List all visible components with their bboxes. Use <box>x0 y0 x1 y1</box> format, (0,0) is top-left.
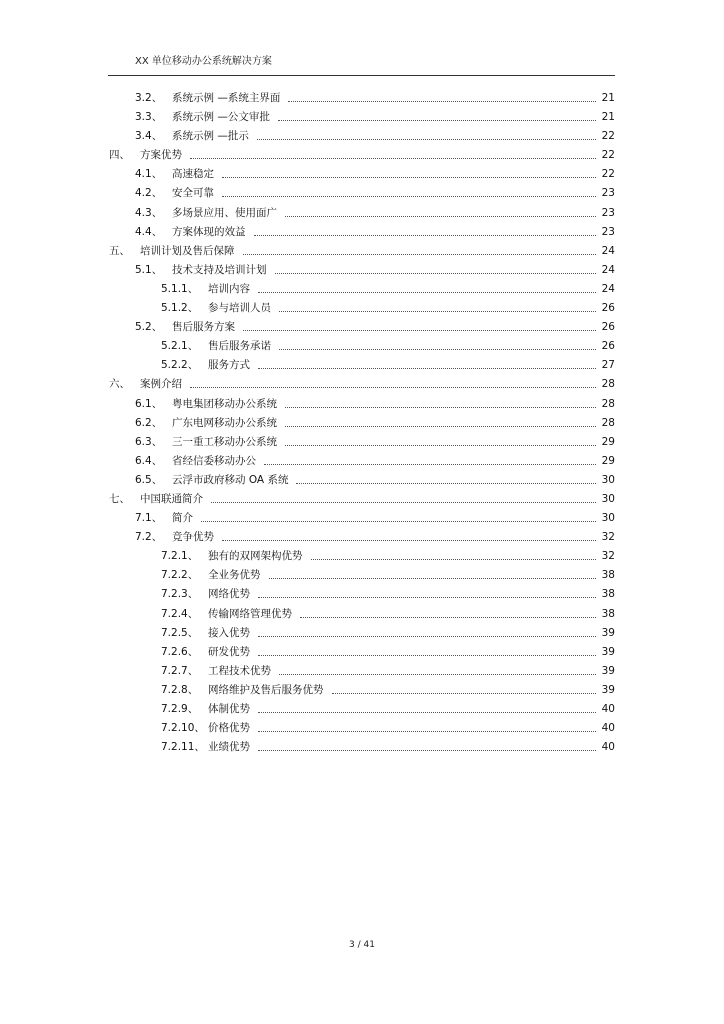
toc-dot-leader <box>279 311 596 312</box>
toc-entry-page: 29 <box>601 454 615 467</box>
toc-entry[interactable] <box>0 471 724 490</box>
toc-entry-number: 7.2.4、 <box>161 607 199 620</box>
toc-entry-number: 6.3、 <box>135 435 163 448</box>
toc-dot-leader <box>211 502 596 503</box>
toc-entry[interactable] <box>0 127 724 146</box>
toc-entry-title: 体制优势 <box>208 703 250 715</box>
toc-entry-number: 六、 <box>109 378 130 391</box>
toc-entry-page: 38 <box>601 588 615 601</box>
toc-dot-leader <box>222 177 596 178</box>
toc-entry-page: 22 <box>601 149 615 162</box>
toc-entry-page: 21 <box>601 92 615 104</box>
toc-entry-number: 5.1.2、 <box>161 302 199 315</box>
toc-dot-leader <box>285 216 596 217</box>
toc-entry-page: 40 <box>601 703 615 715</box>
toc-entry[interactable] <box>0 146 724 165</box>
toc-entry-number: 4.3、 <box>135 206 163 219</box>
toc-dot-leader <box>311 559 596 560</box>
toc-entry-number: 7.2.3、 <box>161 588 199 601</box>
toc-entry[interactable] <box>0 547 724 566</box>
toc-entry-number: 3.3、 <box>135 111 163 124</box>
toc-entry[interactable] <box>0 375 724 394</box>
toc-entry-number: 5.2.1、 <box>161 340 199 353</box>
toc-entry[interactable] <box>0 643 724 662</box>
toc-entry[interactable] <box>0 223 724 242</box>
toc-entry[interactable] <box>0 566 724 585</box>
toc-dot-leader <box>258 636 596 637</box>
toc-entry-title: 网络优势 <box>208 588 250 601</box>
toc-entry-page: 39 <box>601 645 615 658</box>
toc-dot-leader <box>279 349 596 350</box>
toc-entry-page: 26 <box>601 321 615 334</box>
toc-entry[interactable] <box>0 490 724 509</box>
toc-dot-leader <box>258 368 596 369</box>
toc-entry-number: 4.1、 <box>135 168 163 181</box>
toc-entry-title: 价格优势 <box>208 722 250 735</box>
toc-entry[interactable] <box>0 433 724 452</box>
toc-entry-number: 7.2.11、 <box>161 741 205 754</box>
toc-entry-number: 3.4、 <box>135 130 163 143</box>
toc-entry[interactable] <box>0 528 724 547</box>
toc-dot-leader <box>332 693 596 694</box>
toc-dot-leader <box>254 235 596 236</box>
toc-entry-page: 24 <box>601 244 615 257</box>
toc-entry-title: 系统示例 —批示 <box>172 130 249 143</box>
toc-entry[interactable] <box>0 662 724 681</box>
toc-entry-number: 七、 <box>109 492 130 505</box>
toc-entry-title: 竞争优势 <box>172 531 214 544</box>
toc-entry-number: 四、 <box>109 149 130 162</box>
toc-dot-leader <box>285 407 596 408</box>
toc-entry-number: 5.1.1、 <box>161 282 199 295</box>
toc-entry-page: 28 <box>601 397 615 410</box>
toc-entry-page: 23 <box>601 187 615 200</box>
toc-entry-title: 省经信委移动办公 <box>172 454 256 467</box>
toc-entry-number: 4.2、 <box>135 187 163 200</box>
toc-entry-number: 6.1、 <box>135 397 163 410</box>
toc-entry-title: 系统示例 —公文审批 <box>172 111 270 124</box>
toc-entry-title: 工程技术优势 <box>208 664 271 677</box>
toc-entry-page: 23 <box>601 225 615 238</box>
toc-entry[interactable] <box>0 605 724 624</box>
toc-entry-page: 24 <box>601 282 615 295</box>
toc-entry-number: 7.2.2、 <box>161 569 199 582</box>
toc-entry-number: 4.4、 <box>135 225 163 238</box>
toc-entry-number: 5.2.2、 <box>161 359 199 372</box>
toc-entry-page: 30 <box>601 512 615 525</box>
toc-entry[interactable] <box>0 452 724 471</box>
toc-entry[interactable] <box>0 108 724 127</box>
toc-entry-title: 系统示例 —系统主界面 <box>172 92 281 104</box>
toc-entry[interactable] <box>0 356 724 375</box>
toc-entry-title: 售后服务承诺 <box>208 340 271 353</box>
toc-entry[interactable] <box>0 700 724 719</box>
toc-entry-title: 全业务优势 <box>208 569 261 582</box>
toc-entry-page: 39 <box>601 626 615 639</box>
toc-entry-number: 7.2.7、 <box>161 664 199 677</box>
toc-entry-page: 26 <box>601 340 615 353</box>
toc-entry-number: 6.4、 <box>135 454 163 467</box>
toc-entry[interactable] <box>0 184 724 203</box>
toc-entry[interactable] <box>0 624 724 643</box>
toc-entry-page: 22 <box>601 130 615 143</box>
toc-entry[interactable] <box>0 395 724 414</box>
toc-entry-page: 32 <box>601 531 615 544</box>
toc-entry-title: 广东电网移动办公系统 <box>172 416 277 429</box>
toc-entry-number: 7.2.9、 <box>161 703 199 715</box>
toc-entry-page: 23 <box>601 206 615 219</box>
toc-entry-title: 三一重工移动办公系统 <box>172 435 277 448</box>
toc-entry-page: 38 <box>601 607 615 620</box>
toc-dot-leader <box>243 254 596 255</box>
toc-dot-leader <box>258 597 596 598</box>
toc-entry-page: 28 <box>601 416 615 429</box>
toc-entry-page: 28 <box>601 378 615 391</box>
table-of-contents <box>0 89 724 757</box>
toc-entry[interactable] <box>0 414 724 433</box>
toc-entry-title: 培训内容 <box>208 282 250 295</box>
toc-entry-title: 云浮市政府移动 OA 系统 <box>172 473 289 486</box>
toc-entry[interactable] <box>0 299 724 318</box>
header-divider <box>108 75 615 76</box>
toc-entry-title: 接入优势 <box>208 626 250 639</box>
toc-entry-title: 多场景应用、使用面广 <box>172 206 277 219</box>
toc-entry[interactable] <box>0 261 724 280</box>
toc-dot-leader <box>278 120 596 121</box>
toc-entry-title: 高速稳定 <box>172 168 214 181</box>
toc-entry[interactable] <box>0 681 724 700</box>
toc-dot-leader <box>258 712 596 713</box>
toc-entry-title: 技术支持及培训计划 <box>172 263 267 276</box>
toc-entry-title: 服务方式 <box>208 359 250 372</box>
toc-entry-title: 传输网络管理优势 <box>208 607 292 620</box>
toc-dot-leader <box>258 750 596 751</box>
toc-entry-page: 38 <box>601 569 615 582</box>
toc-dot-leader <box>296 483 595 484</box>
toc-dot-leader <box>279 674 596 675</box>
toc-entry-title: 独有的双网架构优势 <box>208 550 303 563</box>
toc-entry-title: 培训计划及售后保障 <box>140 244 235 257</box>
toc-entry-title: 参与培训人员 <box>208 302 271 315</box>
toc-entry-page: 39 <box>601 683 615 696</box>
toc-entry-number: 7.2、 <box>135 531 163 544</box>
toc-dot-leader <box>258 655 596 656</box>
toc-dot-leader <box>269 578 596 579</box>
toc-entry-page: 21 <box>601 111 615 124</box>
toc-entry[interactable] <box>0 242 724 261</box>
toc-dot-leader <box>258 731 596 732</box>
toc-dot-leader <box>222 196 596 197</box>
toc-entry-title: 方案优势 <box>140 149 182 162</box>
toc-entry-title: 案例介绍 <box>140 378 182 391</box>
toc-entry-page: 22 <box>601 168 615 181</box>
toc-entry-number: 3.2、 <box>135 92 163 104</box>
toc-entry[interactable] <box>0 318 724 337</box>
toc-entry-number: 7.1、 <box>135 512 163 525</box>
toc-entry-number: 6.2、 <box>135 416 163 429</box>
toc-entry-page: 26 <box>601 302 615 315</box>
toc-dot-leader <box>285 445 596 446</box>
toc-entry-title: 研发优势 <box>208 645 250 658</box>
toc-entry[interactable] <box>0 89 724 108</box>
toc-entry-number: 7.2.8、 <box>161 683 199 696</box>
toc-dot-leader <box>190 158 596 159</box>
toc-entry-number: 7.2.6、 <box>161 645 199 658</box>
toc-entry[interactable] <box>0 165 724 184</box>
toc-entry-page: 30 <box>601 492 615 505</box>
toc-dot-leader <box>222 540 596 541</box>
toc-entry[interactable] <box>0 509 724 528</box>
toc-entry-number: 7.2.5、 <box>161 626 199 639</box>
toc-entry-page: 24 <box>601 263 615 276</box>
toc-dot-leader <box>190 387 596 388</box>
page-number: 3 / 41 <box>349 940 375 950</box>
toc-entry[interactable] <box>0 719 724 738</box>
toc-dot-leader <box>285 426 596 427</box>
toc-entry[interactable] <box>0 585 724 604</box>
toc-dot-leader <box>258 292 596 293</box>
toc-entry-page: 29 <box>601 435 615 448</box>
toc-entry-number: 5.1、 <box>135 263 163 276</box>
toc-dot-leader <box>275 273 596 274</box>
document-header-title: XX 单位移动办公系统解决方案 <box>135 56 272 67</box>
toc-entry-page: 40 <box>601 741 615 754</box>
toc-entry-page: 40 <box>601 722 615 735</box>
toc-entry-page: 32 <box>601 550 615 563</box>
toc-entry-page: 39 <box>601 664 615 677</box>
toc-entry-number: 6.5、 <box>135 473 163 486</box>
toc-dot-leader <box>264 464 596 465</box>
toc-entry-number: 7.2.10、 <box>161 722 205 735</box>
toc-entry-number: 7.2.1、 <box>161 550 199 563</box>
toc-entry-number: 五、 <box>109 244 130 257</box>
toc-dot-leader <box>300 617 596 618</box>
toc-entry[interactable] <box>0 337 724 356</box>
toc-entry-page: 27 <box>601 359 615 372</box>
toc-entry-number: 5.2、 <box>135 321 163 334</box>
toc-dot-leader <box>288 101 595 102</box>
toc-entry-title: 方案体现的效益 <box>172 225 246 238</box>
toc-entry-title: 网络维护及售后服务优势 <box>208 683 324 696</box>
toc-entry-title: 安全可靠 <box>172 187 214 200</box>
toc-dot-leader <box>201 521 596 522</box>
toc-dot-leader <box>243 330 596 331</box>
toc-entry-page: 30 <box>601 473 615 486</box>
toc-entry-title: 中国联通简介 <box>140 492 203 505</box>
toc-entry[interactable] <box>0 204 724 223</box>
toc-entry-title: 粤电集团移动办公系统 <box>172 397 277 410</box>
toc-dot-leader <box>257 139 596 140</box>
toc-entry-title: 售后服务方案 <box>172 321 235 334</box>
toc-entry-title: 业绩优势 <box>208 741 250 754</box>
toc-entry-title: 简介 <box>172 512 193 525</box>
toc-entry[interactable] <box>0 280 724 299</box>
toc-entry[interactable] <box>0 738 724 757</box>
